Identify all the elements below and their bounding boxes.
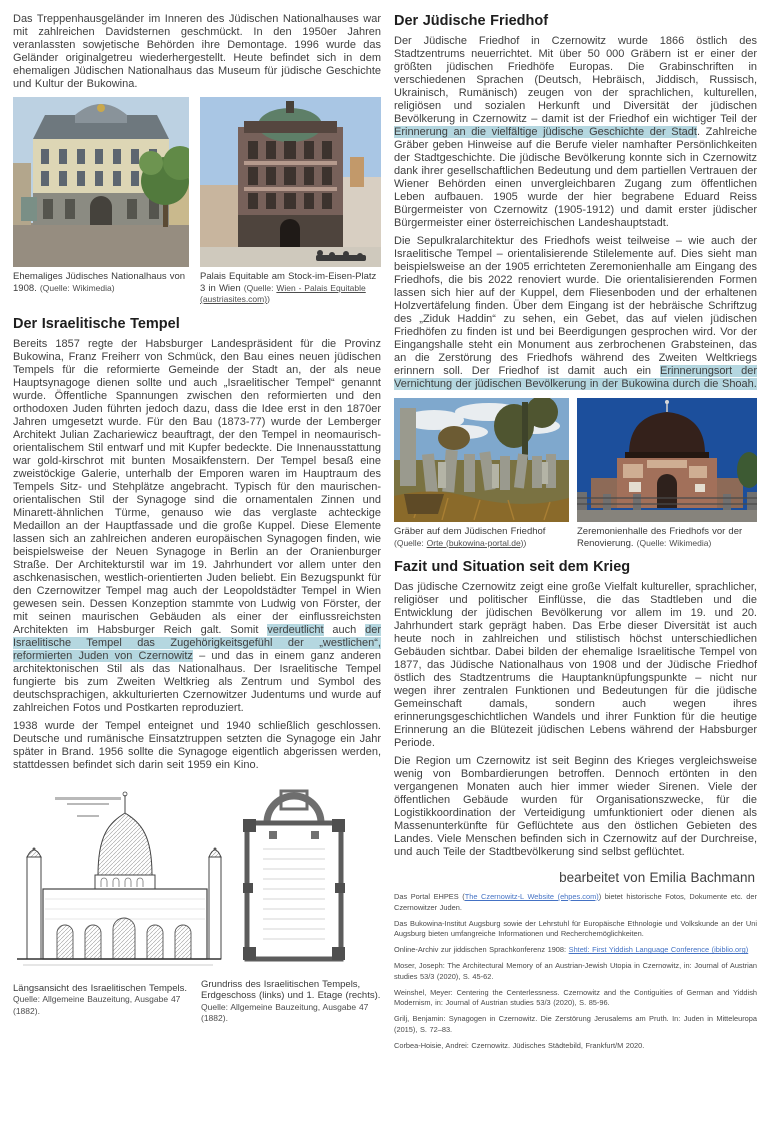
cemetery-paragraph-2: [394, 235, 757, 391]
text-segment: Bereits 1857 regte der Habsburger Landespräsident für die Provinz Bukowina, Franz Freiherr von Schmück, den Bau eines neuen jüdischen Tempels für die reformierte Gemeinde der Stadt an, der als neue Hauptsynagoge dienen sollte und auch „Israelitischer Tempel“ genannt wurde. Öffentliche Spannungen zwischen den reformierten und den orthodoxen Juden führten jedoch dazu, dass die Idee erst in den 1870er Jahren umgesetzt wurde. Für den Bau (1873-77) wurde der Lemberger Architekt Julian Zachariewicz beauftragt, der den Tempel in neomaurisch-orientalischem Stil entwarf und mit Kupfer bedeckte. Die Innenausstattung war gold-kirschrot mit bunten Mosaikfenstern. Der Tempel besaß eine zweistöckige Galerie, unterhalb der Emporen waren im Hauptraum des Tempels Sitz- und Stehplätze angebracht. Typisch für den maurischen-orientalischen Stil der Synagoge sind die ornamentalen Zinnen und Minarett-ähnlichen Türme, genauso wie das verglaste achteckige Medaillon an der Hauptfassade und die große Kuppel. Diese Elemente lassen sich an zahlreichen anderen europäischen Synagogen finden, wie beispielsweise der Neuen Synagoge in Berlin an der Oranienburger Straße. Der Architekturstil war im 19. Jahrhundert vor allem unter den aschkenasischen, westlich-orientierten Juden beliebt. Ein Bezugspunkt für den Czernowitzer Tempel mag auch der Leopoldstädter Tempel in Wien gewesen sein. Dessen Konzeption stammte von Ludwig von Förster, der mit seinen maurischen Gebäuden als einer der einflussreichsten Architekten im Habsburger Reich galt. Somit: [13, 337, 381, 636]
palais-equitable-caption: [200, 271, 381, 306]
text-segment: Ehemaliges Jüdisches Nationalhaus von 1908.: [13, 271, 186, 294]
temple-paragraph-1: [13, 338, 381, 715]
footnote-1: [394, 892, 757, 914]
text-segment: Weinshel, Meyer: Centering the Centerlessness. Czernowitz and the Contiguities of German and Yiddish Modernism, in: Journal of Austrian studies 53/3 (2020), S. 85-96.: [394, 987, 757, 1008]
cemetery-paragraph-1: [394, 35, 757, 230]
building-photo-row: [13, 97, 381, 306]
austriasites-link[interactable]: Wien - Palais Equitable (austriasites.com): [200, 282, 366, 304]
text-segment: Palais Equitable am Stock-im-Eisen-Platz 3 in Wien: [200, 271, 377, 294]
bukowina-portal-link[interactable]: Orte (bukowina-portal.de): [426, 537, 524, 548]
text-segment: Längsansicht des Israelitischen Tempels.: [13, 982, 188, 994]
ibiblio-link[interactable]: Shtetl: First Yiddish Language Conference (ibiblio.org): [568, 945, 749, 955]
left-column: [13, 13, 381, 1021]
text-segment: . Zahlreiche Gräber geben Hinweise auf die Berufe vieler namhafter Persönlichkeiten der Stadtgeschichte. Die jüdische Bevölkerung konnte sich in Czernowitz dank ihrer gesellschaftlichen Bedeutung und dem partiellen Vertrauen der Wiener Behörden einen unvergleichbaren Zugang zum öffentlichen Leben aufbauen. 1905 wurde der hier begrabene Eduard Reiss Bürgermeister von Czernowitz (1905-1912) und damit erster jüdischer Bürgermeister einer österreichischen Landeshauptstadt.: [394, 126, 757, 229]
text-segment: Erinnerungsort der Vernichtung der jüdischen Bevölkerung in der Bukowina durch die Shoah.: [394, 365, 757, 390]
graeber-figure: [394, 398, 569, 549]
text-segment: verdeutlicht: [267, 623, 324, 636]
grundriss-drawing: [233, 779, 355, 971]
temple-paragraph-2: [13, 720, 381, 772]
text-segment: (Quelle:: [243, 282, 277, 293]
text-segment: der Israelitische Tempel das Zugehörigkeitsgefühl der „westlichen“, reformierten Juden von Czernowitz: [13, 623, 381, 662]
text-segment: Grilj, Benjamin: Synagogen in Czernowitz. Die Zerstörung Jerusalems am Pruth. In: Juden in Mitteleuropa (2015), S. 72–83.: [394, 1014, 757, 1034]
zeremonienhalle-caption: [577, 526, 757, 549]
text-segment: Die Sepulkralarchitektur des Friedhofs weist teilweise – wie auch der Israelitische Tempel – orientalisierende Stilelemente auf. Dies sieht man beispielsweise an der 1905 errichteten Zeremonienhalle am Eingang des Friedhofs, die bis 2022 renoviert wurde. Die orientalisierenden Formen lassen sich hier auf der Kuppel, dem Fliesenboden und der erhaltenen Holzvertäfelung finden. Über dem Eingang ist der hebräische Schriftzug des „Ziduk Haddin“ zu sehen, ein Gebet, das auf vielen jüdischen Friedhöfen zu finden ist und bei Beerdigungen gesprochen wird. Vor der Eingangshalle steht ein Monument aus zerbrochenen Grabsteinen, das an die Zerstörung des Friedhofs während des Zweiten Weltkriegs erinnern soll. Der Friedhof ist damit auch ein: [394, 235, 757, 377]
laengsansicht-drawing: [13, 787, 223, 975]
fazit-heading: Fazit und Situation seit dem Krieg: [394, 559, 631, 575]
intro-paragraph: [13, 13, 381, 91]
text-segment: (Quelle: Wikimedia): [39, 282, 115, 293]
text-segment: Moser, Joseph: The Architectural Memory of an Austrian-Jewish Utopia in Czernowitz, in: Journal of Austrian studies 53/3 (2020), S. 45-62.: [394, 960, 757, 981]
zeremonienhalle-photo: [577, 398, 757, 522]
laengsansicht-caption: [13, 983, 191, 1018]
text-segment: (Quelle:: [394, 537, 427, 548]
footnote-6: [394, 1014, 757, 1036]
temple-drawings: [13, 777, 381, 1021]
text-segment: Das Bukowina-Institut Augsburg sowie der Lehrstuhl für Europäische Ethnologie und Volkskunde an der Uni Augsburg bieten umfangreiche Informationen und Recherchemöglichkeiten.: [394, 918, 757, 939]
text-segment: Die Region um Czernowitz ist seit Beginn des Krieges vergleichsweise wenig von Bombardierungen betroffen. Dennoch ertönten in den vergangenen Monaten auch hier immer wieder Sirenen. Viele der öffentlichen Gebäude wurden für Organisationszwecke, für die Logistikkoordination der Verteidigung umfunktioniert oder dienen als Massenunterkünfte für Geflüchtete aus den östlichen Gebieten des Landes. Viele Menschen befinden sich in Czernowitz auf der Durchreise, und auch Teile der Stadtbevölkerung sind selbst geflüchtet.: [394, 755, 757, 858]
text-segment: Corbea-Hoisie, Andrei: Czernowitz. Jüdisches Städtebild, Frankfurt/M 2020.: [394, 1040, 645, 1050]
text-segment: (Quelle: Wikimedia): [636, 537, 712, 548]
ehpes-link[interactable]: The Czernowitz-L Website (ehpes.com): [464, 892, 599, 901]
text-segment: Quelle: Allgemeine Bauzeitung, Ausgabe 47 (1882).: [201, 1001, 369, 1023]
text-segment: Online-Archiv zur jiddischen Sprachkonferenz 1908:: [394, 945, 569, 955]
footnote-5: [394, 988, 757, 1010]
fazit-paragraph-2: [394, 755, 757, 859]
right-column: [394, 13, 757, 1057]
text-segment: Der Jüdische Friedhof in Czernowitz wurde 1866 östlich des Stadtzentrums neuerrichtet. Mit über 50 000 Gräbern ist er einer der größten jüdischen Friedhöfe Europas. Die Grabinschriften in verschiedenen Sprachen (Deutsch, Hebräisch, Jiddisch, Russisch, Ukrainisch, Rumänisch) zeugen von der sprachlichen, kulturellen, religiösen und sozialen Herkunft und Diversität der jüdischen Bevölkerung in Czernowitz – damit ist der Friedhof ein wichtiger Teil der: [394, 35, 757, 125]
nationalhaus-figure: [13, 97, 189, 306]
temple-heading: Der Israelitische Tempel: [13, 315, 180, 332]
fazit-paragraph-1: [394, 581, 757, 750]
text-segment: Zeremonienhalle des Friedhofs vor der Renovierung.: [577, 526, 743, 549]
graeber-caption: [394, 526, 569, 549]
grundriss-caption: [201, 979, 381, 1025]
text-segment: Das jüdische Czernowitz zeigt eine große Vielfalt kultureller, sprachlicher, religiöser und politischer Einflüsse, die das Stadtleben und die Entwicklung der jüdischen Bevölkerung vor allem im 19. und 20. Jahrhundert stark geprägt haben. Das Erbe dieser Diversität ist auch heute noch in zahlreichen und stilistisch höchst unterschiedlichen Gebäuden sichtbar. Dabei bilden der ehemalige Israelitische Tempel von 1877, das Jüdische Nationalhaus von 1908 und der Jüdische Friedhof östlich des Stadtzentrums die Hauptanknüpfungspunkte – nicht nur wegen ihrer zentralen Funktionen und Bedeutungen für die jüdische Gemeinschaft damals, sondern auch wegen ihres erinnerungsgeschichtlichen Wandels und ihrer Funktion für die heutige Erinnerung an die Blütezeit jüdischen Lebens während der Habsburger Periode.: [394, 581, 757, 749]
byline: bearbeitet von Emilia Bachmann: [559, 870, 755, 885]
nationalhaus-caption: [13, 271, 189, 294]
text-segment: Erinnerung an die vielfältige jüdische Geschichte der Stadt: [394, 126, 697, 138]
text-segment: auch: [323, 623, 366, 636]
text-segment: Das Portal EHPES (: [394, 892, 465, 901]
palais-equitable-photo: [200, 97, 381, 267]
text-segment: 1938 wurde der Tempel enteignet und 1940 schließlich geschlossen. Deutsche und rumänische Einsatztruppen setzten die Synagoge ein Jahr später in Brand. 1956 sollte die Synagoge eigentlich abgerissen werden, stattdessen befindet sich darin seit 1959 ein Kino.: [13, 719, 381, 771]
graeber-photo: [394, 398, 569, 522]
cemetery-photo-row: [394, 398, 757, 549]
text-segment: – und das in einem ganz anderen architektonischen Stil als das Nationalhaus. Der Israelitische Tempel fungierte bis zum Zweiten Weltkrieg als Zentrum und Symbol des deutschsprachigen, akkulturierten Czernowitzer Judentums und wurde auf zahlreichen Fotos und Postkarten reproduziert.: [13, 649, 382, 714]
zeremonienhalle-figure: [577, 398, 757, 549]
footnote-2: [394, 919, 757, 941]
cemetery-heading: Der Jüdische Friedhof: [394, 13, 549, 29]
footnote-7: [394, 1041, 757, 1052]
text-segment: ): [267, 294, 270, 304]
palais-equitable-figure: [200, 97, 381, 306]
text-segment: Quelle: Allgemeine Bauzeitung, Ausgabe 47 (1882).: [13, 994, 181, 1016]
nationalhaus-photo: [13, 97, 189, 267]
text-segment: Grundriss des Israelitischen Tempels, Erdgeschoss (links) und 1. Etage (rechts).: [201, 978, 381, 1001]
text-segment: ) bietet historische Fotos, Dokumente etc. der Czernowitzer Juden.: [394, 892, 757, 912]
text-segment: ): [523, 537, 527, 548]
footnote-4: [394, 961, 757, 983]
footnote-3: [394, 945, 757, 956]
text-segment: Das Treppenhausgeländer im Inneren des Jüdischen Nationalhauses war mit zahlreichen Davidsternen geschmückt. In den 1950er Jahren veranlassten sowjetische Behörden ihre Demontage. 1996 wurde das Geländer originalgetreu wiederhergestellt. Heute befindet sich in dem ehemaligen Jüdischen Nationalhaus das Museum für jüdische Geschichte und Kultur der Bukowina.: [13, 13, 381, 90]
text-segment: Gräber auf dem Jüdischen Friedhof: [394, 526, 546, 537]
footnotes: [394, 892, 757, 1052]
